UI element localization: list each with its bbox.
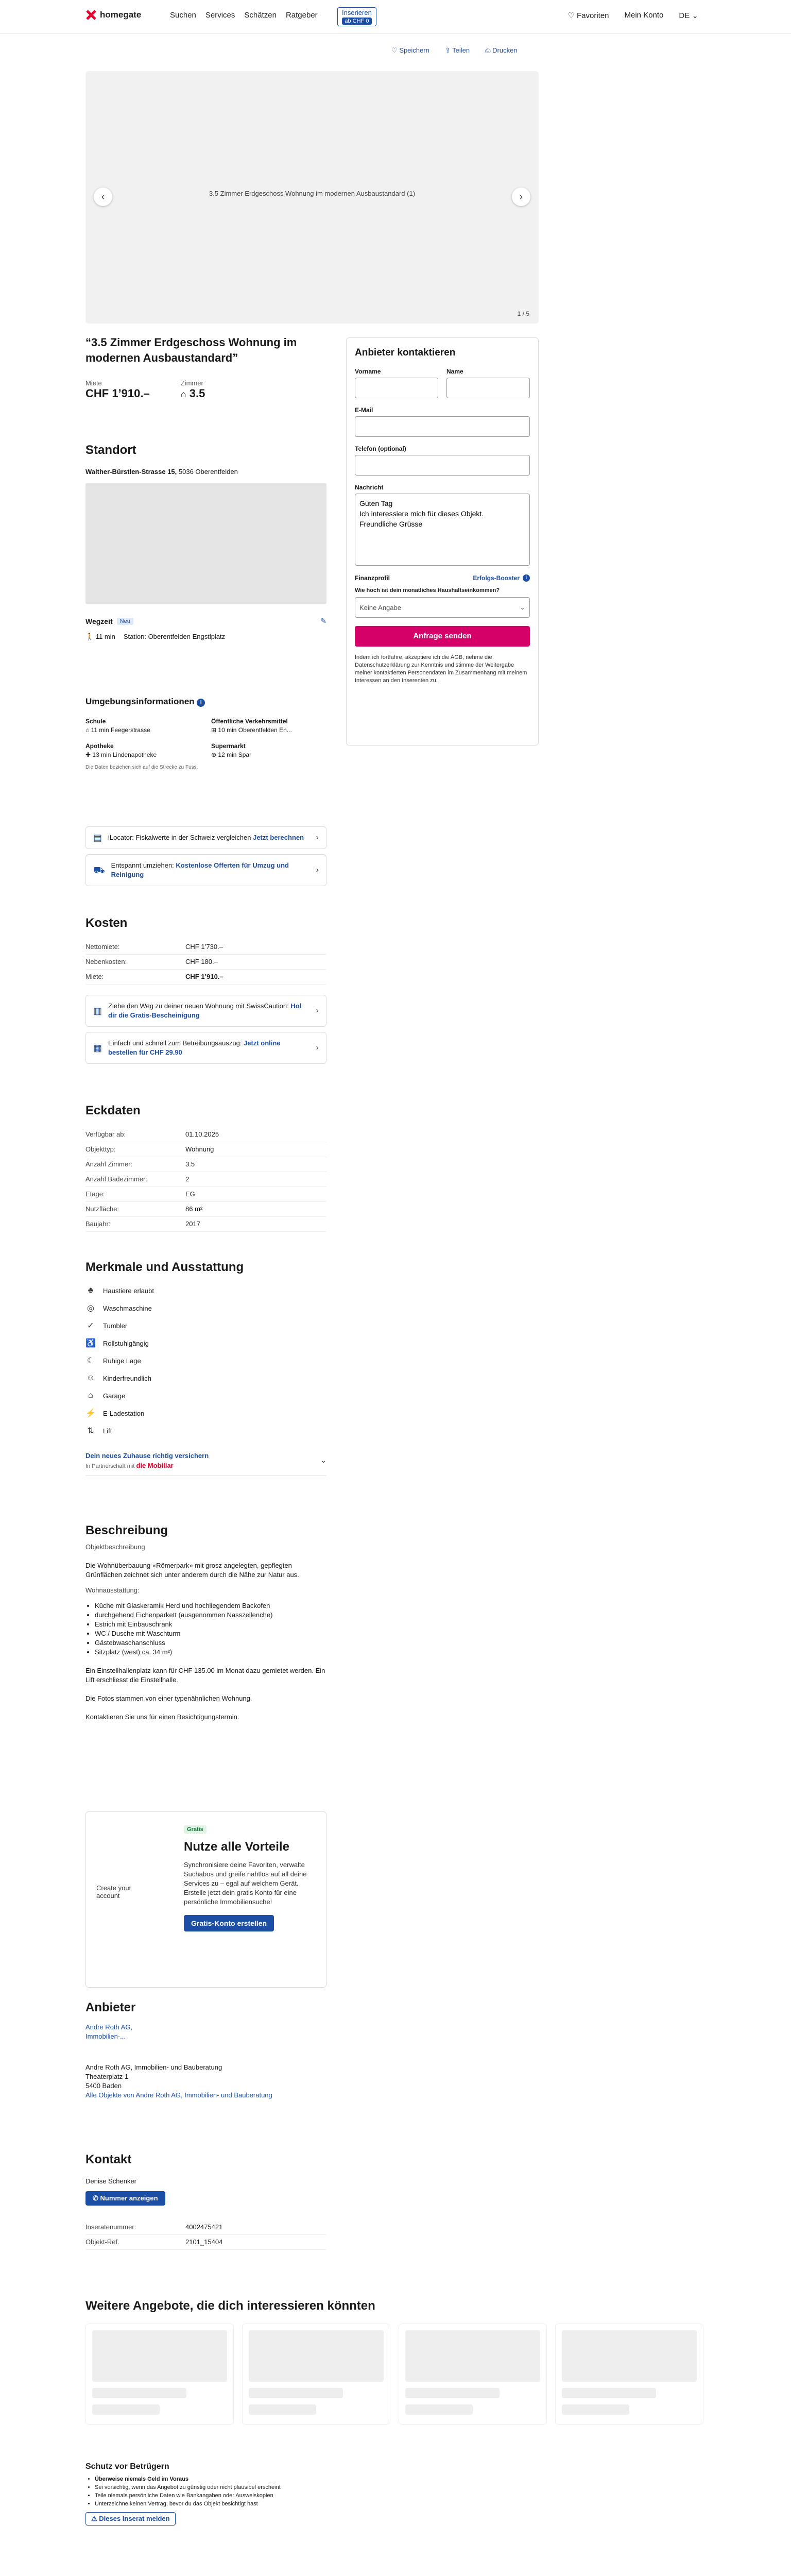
contact-heading: Kontakt	[85, 2153, 132, 2166]
cost-row	[85, 970, 326, 985]
detail-row	[85, 1217, 326, 1232]
detail-key: Baujahr:	[85, 1220, 111, 1228]
rent-label: Miete	[85, 379, 102, 387]
provider-all-listings-link[interactable]: Alle Objekte von Andre Roth AG, Immobilien- und Bauberatung	[85, 2091, 272, 2099]
route-station: Station: Oberentfelden Engstlplatz	[123, 633, 226, 640]
share-icon: ⇪	[444, 46, 451, 54]
income-value: Keine Angabe	[359, 603, 401, 612]
detail-row	[85, 1187, 326, 1202]
feature-item	[85, 1422, 326, 1439]
offer-card-placeholder[interactable]	[85, 2324, 234, 2425]
gallery-image-alt: 3.5 Zimmer Erdgeschoss Wohnung im modernen Ausbaustandard (1)	[209, 190, 416, 197]
fraud-tip: • Teile niemals persönliche Daten wie Bankangaben oder Ausweiskopien	[95, 2492, 353, 2500]
feature-label: Rollstuhlgängig	[103, 1339, 149, 1347]
features-heading: Merkmale und Ausstattung	[85, 1260, 244, 1274]
logo-text: homegate	[100, 10, 142, 20]
ref-row	[85, 2235, 326, 2250]
heart-icon: ♡	[568, 11, 575, 20]
wheelchair-icon: ♿	[85, 1339, 96, 1348]
offer-image-placeholder	[249, 2330, 384, 2382]
provider-street: Theaterplatz 1	[85, 2073, 129, 2080]
create-account-button[interactable]: Gratis-Konto erstellen	[184, 1915, 274, 1931]
surround-school-title: Schule	[85, 718, 106, 725]
description-bullet: • durchgehend Eichenparkett (ausgenommen Nasszellenche)	[95, 1611, 326, 1620]
nav-ratgeber[interactable]: Ratgeber	[285, 11, 318, 20]
paw-icon: ♣	[88, 1286, 94, 1295]
ref-key: Objekt-Ref.	[85, 2238, 119, 2246]
mobiliar-insurance[interactable]	[85, 1452, 326, 1476]
info-icon[interactable]: i	[197, 699, 205, 707]
provider-heading: Anbieter	[85, 2001, 136, 2014]
rent-value: CHF 1’910.–	[85, 387, 150, 400]
detail-value: Wohnung	[185, 1145, 214, 1153]
cost-row	[85, 940, 326, 955]
location-map[interactable]	[85, 483, 326, 604]
provider-name: Andre Roth AG, Immobilien- und Bauberatung	[85, 2063, 222, 2071]
share-button[interactable]	[445, 46, 470, 55]
mobiliar-link: Dein neues Zuhause richtig versichern	[85, 1452, 209, 1460]
walk-icon: 🚶	[85, 633, 94, 640]
save-button[interactable]	[391, 46, 429, 55]
cost-row	[85, 955, 326, 970]
report-label: Dieses Inserat melden	[99, 2515, 170, 2522]
feature-label: Lift	[103, 1427, 112, 1435]
chevron-right-icon: ›	[316, 833, 319, 842]
surround-transit-text: 10 min Oberentfelden En...	[218, 726, 292, 734]
feature-label: Ruhige Lage	[103, 1357, 141, 1365]
fraud-tip: • Überweise niemals Geld im Voraus	[95, 2475, 353, 2483]
surround-pharmacy-text: 13 min Lindenapotheke	[92, 751, 157, 758]
detail-value: 3.5	[185, 1160, 195, 1168]
heart-icon: ♡	[391, 46, 398, 54]
feature-label: E-Ladestation	[103, 1409, 145, 1417]
ref-value: 2101_15404	[185, 2238, 223, 2246]
route-label: Wegzeit	[85, 617, 113, 625]
fraud-tip: • Unterzeichne keinen Vertrag, bevor du das Objekt besichtigt hast	[95, 2500, 353, 2508]
address-street: Walther-Bürstlen-Strasse 15,	[85, 468, 177, 476]
address-city: 5036 Oberentfelden	[178, 468, 238, 476]
surround-market-text: 12 min Spar	[218, 751, 252, 758]
detail-value: EG	[185, 1190, 195, 1198]
offer-text-placeholder	[405, 2388, 500, 2398]
details-heading: Eckdaten	[85, 1104, 141, 1117]
cost-key: Nebenkosten:	[85, 958, 127, 965]
info-icon[interactable]: i	[523, 574, 530, 582]
phone-input[interactable]	[355, 455, 530, 476]
location-heading: Standort	[85, 443, 136, 457]
new-badge: Neu	[117, 618, 133, 625]
phone-label: Telefon (optional)	[355, 445, 406, 452]
charging-icon: ⚡	[85, 1409, 96, 1418]
chevron-right-icon: ›	[519, 191, 523, 202]
detail-value: 2017	[185, 1220, 200, 1228]
description-bullet: • Gästebwaschanschluss	[95, 1638, 326, 1648]
offer-text-placeholder	[92, 2388, 186, 2398]
insert-price-badge: ab CHF 0	[342, 18, 372, 25]
gallery-counter: 1 / 5	[517, 310, 529, 317]
feature-item	[85, 1369, 326, 1387]
school-icon: ⌂	[85, 726, 90, 734]
listing-actions	[391, 46, 518, 55]
fraud-heading: Schutz vor Betrügern	[85, 2462, 169, 2471]
description-bullet: • WC / Dusche mit Waschturm	[95, 1629, 326, 1638]
gallery-prev-button[interactable]	[94, 188, 112, 206]
detail-key: Anzahl Zimmer:	[85, 1160, 133, 1168]
feature-item	[85, 1317, 326, 1334]
description-section	[85, 1523, 326, 1722]
feature-item	[85, 1352, 326, 1369]
chevron-left-icon: ‹	[101, 191, 105, 202]
feature-item	[85, 1299, 326, 1317]
ref-key: Inseratenummer:	[85, 2223, 136, 2231]
report-listing-button[interactable]	[85, 2512, 176, 2526]
listing-summary	[85, 335, 326, 400]
chevron-down-icon: ⌄	[520, 603, 525, 611]
benefits-text: Synchronisiere deine Favoriten, verwalte Suchabos und greife nahtlos auf all deine Services zu – egal auf welchem Gerät. Erstelle jetzt dein gratis Konto für eine persönliche Immobiliensuche!	[184, 1861, 307, 1906]
detail-value: 2	[185, 1175, 190, 1183]
details-section	[85, 1104, 326, 1232]
feature-label: Tumbler	[103, 1321, 128, 1330]
betreibung-card[interactable]	[85, 1032, 326, 1064]
detail-row	[85, 1127, 326, 1142]
offer-text-placeholder	[249, 2404, 316, 2415]
detail-row	[85, 1157, 326, 1172]
offer-card-placeholder[interactable]	[399, 2324, 547, 2425]
more-offers-heading: Weitere Angebote, die dich interessieren könnten	[85, 2299, 375, 2313]
detail-key: Etage:	[85, 1190, 105, 1198]
feature-label: Waschmaschine	[103, 1304, 152, 1312]
swisscaution-card[interactable]	[85, 995, 326, 1027]
favorites-label: Favoriten	[576, 11, 609, 20]
edit-route-icon[interactable]: ✎	[320, 617, 326, 625]
booster-link[interactable]: Erfolgs-Booster	[473, 574, 520, 582]
description-p1: Die Wohnüberbauung «Römerpark» mit grosz angelegten, gepflegten Grünflächen zeichnet sich unter anderem durch die Nähe zur Natur aus.	[85, 1562, 299, 1579]
promo-cards	[85, 826, 326, 886]
detail-row	[85, 1202, 326, 1217]
washing-machine-icon: ◎	[87, 1304, 94, 1313]
listing-title: “3.5 Zimmer Erdgeschoss Wohnung im modernen Ausbaustandard”	[85, 336, 297, 364]
show-number-button[interactable]	[85, 2191, 165, 2206]
header-right	[568, 11, 698, 20]
fraud-tip: • Sei vorsichtig, wenn das Angebot zu günstig oder nicht plausibel erscheint	[95, 2483, 353, 2492]
ilocator-card[interactable]	[85, 826, 326, 849]
nav-suchen[interactable]: Suchen	[170, 11, 196, 20]
description-bullet: • Küche mit Glaskeramik Herd und hochliegendem Backofen	[95, 1601, 326, 1611]
contact-info-section	[85, 2153, 326, 2250]
message-label: Nachricht	[355, 484, 384, 491]
fraud-section	[85, 2463, 353, 2526]
detail-row	[85, 1172, 326, 1187]
feature-item	[85, 1282, 326, 1299]
feature-label: Haustiere erlaubt	[103, 1286, 154, 1295]
document-icon: ▥	[93, 1006, 102, 1016]
chevron-right-icon: ›	[316, 1006, 319, 1015]
ilocator-link[interactable]: Jetzt berechnen	[253, 834, 304, 841]
account-image-alt: Create your account	[96, 1884, 131, 1900]
finance-profile-label: Finanzprofil	[355, 574, 390, 582]
homegate-logo[interactable]	[85, 9, 141, 21]
quiet-icon: ☾	[87, 1357, 95, 1365]
offer-image-placeholder	[562, 2330, 697, 2382]
description-p3: Die Fotos stammen von einer typenähnlichen Wohnung.	[85, 1694, 252, 1702]
lastname-label: Name	[446, 368, 463, 375]
house-icon: ⌂	[180, 389, 186, 399]
swisscaution-text: Ziehe den Weg zu deiner neuen Wohnung mit SwissCaution:	[108, 1002, 291, 1010]
feature-item	[85, 1404, 326, 1422]
child-icon: ☺	[86, 1374, 95, 1382]
income-question: Wie hoch ist dein monatliches Haushaltseinkommen?	[355, 587, 500, 594]
chevron-right-icon: ›	[316, 866, 319, 874]
detail-key: Verfügbar ab:	[85, 1130, 126, 1138]
moving-card[interactable]	[85, 854, 326, 886]
nav-services[interactable]: Services	[205, 11, 235, 20]
provider-city: 5400 Baden	[85, 2082, 122, 2090]
provider-logo[interactable]: Andre Roth AG, Immobilien-...	[85, 2023, 133, 2040]
detail-key: Anzahl Badezimmer:	[85, 1175, 147, 1183]
firstname-input[interactable]	[355, 378, 438, 398]
cost-key: Miete:	[85, 973, 104, 980]
main-nav	[170, 11, 318, 20]
offer-text-placeholder	[562, 2404, 629, 2415]
description-equip-label: Wohnausstattung:	[85, 1586, 140, 1594]
legal-text: Indem ich fortfahre, akzeptiere ich die AGB, nehme die Datenschutzerklärung zur Kenntnis und stimme der Weitergabe meiner kontaktierten Personendaten im Zusammenhang mit meinem Interessen an den Inserenten zu.	[355, 654, 527, 684]
offer-text-placeholder	[249, 2388, 343, 2398]
costs-heading: Kosten	[85, 916, 128, 930]
cost-key: Nettomiete:	[85, 943, 120, 951]
insert-button[interactable]	[337, 7, 376, 26]
gallery-next-button[interactable]	[512, 188, 530, 206]
gratis-badge: Gratis	[184, 1825, 207, 1834]
firstname-label: Vorname	[355, 368, 381, 375]
feature-item	[85, 1334, 326, 1352]
warning-icon: ⚠	[91, 2515, 97, 2522]
feature-item	[85, 1387, 326, 1404]
contact-form-heading: Anbieter kontaktieren	[355, 347, 456, 358]
show-number-label: Nummer anzeigen	[100, 2194, 158, 2202]
favorites-link[interactable]	[568, 11, 609, 20]
account-link[interactable]: Mein Konto	[624, 11, 664, 20]
location-section	[85, 443, 326, 641]
swisscaution-link[interactable]: Hol dir die Gratis-Bescheinigung	[108, 1002, 302, 1019]
surround-market-title: Supermarkt	[211, 742, 246, 750]
detail-value: 86 m²	[185, 1205, 203, 1213]
rooms-value: 3.5	[189, 387, 205, 400]
detail-row	[85, 1142, 326, 1157]
route-minutes: 11 min	[95, 633, 115, 640]
dryer-icon: ✓	[87, 1321, 94, 1330]
benefits-card	[85, 1811, 326, 1988]
offer-text-placeholder	[405, 2404, 473, 2415]
detail-key: Nutzfläche:	[85, 1205, 119, 1213]
contact-form	[346, 337, 539, 745]
offer-image-placeholder	[92, 2330, 227, 2382]
truck-icon: ⛟	[93, 865, 105, 875]
description-bullet: • Estrich mit Einbauschrank	[95, 1620, 326, 1629]
offer-card-placeholder[interactable]	[555, 2324, 703, 2425]
certificate-icon: ▦	[93, 1043, 102, 1053]
offer-image-placeholder	[405, 2330, 540, 2382]
print-icon: ⎙	[485, 46, 491, 54]
benefits-title: Nutze alle Vorteile	[184, 1840, 289, 1854]
offer-text-placeholder	[562, 2388, 656, 2398]
chevron-right-icon: ›	[316, 1043, 319, 1052]
phone-icon: ✆	[93, 2194, 98, 2202]
cost-value: CHF 1’910.–	[185, 973, 223, 980]
logo-mark-icon	[85, 9, 97, 21]
transit-icon: ⊞	[211, 726, 217, 734]
email-input[interactable]	[355, 416, 530, 437]
chevron-down-icon: ⌄	[320, 1456, 326, 1464]
provider-section	[85, 2003, 326, 2100]
submit-request-button[interactable]: Anfrage senden	[355, 626, 530, 647]
share-label: Teilen	[452, 46, 470, 54]
costs-section	[85, 916, 326, 1064]
mobiliar-brand: die Mobiliar	[136, 1462, 174, 1469]
image-gallery[interactable]	[85, 71, 539, 324]
message-textarea[interactable]	[355, 494, 530, 566]
pharmacy-icon: ✚	[85, 751, 91, 758]
moving-text: Entspannt umziehen:	[111, 861, 176, 869]
contact-person: Denise Schenker	[85, 2177, 136, 2185]
description-p2: Ein Einstellhallenplatz kann für CHF 135.00 im Monat dazu gemietet werden. Ein Lift erschliesst die Einstellhalle.	[85, 1667, 325, 1684]
top-header	[0, 0, 791, 34]
description-p4: Kontaktieren Sie uns für einen Besichtigungstermin.	[85, 1713, 239, 1721]
feature-label: Kinderfreundlich	[103, 1374, 151, 1382]
description-sub: Objektbeschreibung	[85, 1543, 145, 1551]
offer-text-placeholder	[92, 2404, 160, 2415]
betreibung-link[interactable]: Jetzt online bestellen für CHF 29.90	[108, 1039, 281, 1056]
nav-schaetzen[interactable]: Schätzen	[244, 11, 277, 20]
details-table	[85, 1127, 326, 1232]
map-icon: ▤	[93, 833, 102, 843]
ilocator-text: iLocator: Fiskalwerte in der Schweiz vergleichen	[108, 834, 253, 841]
language-selector[interactable]	[679, 11, 698, 20]
mobiliar-sub: In Partnerschaft mit	[85, 1463, 135, 1469]
betreibung-text: Einfach und schnell zum Betreibungsauszug:	[108, 1039, 244, 1047]
cost-value: CHF 1’730.–	[185, 943, 223, 951]
surround-school-text: 11 min Feegerstrasse	[91, 726, 150, 734]
detail-key: Objekttyp:	[85, 1145, 116, 1153]
insert-label: Inserieren	[342, 9, 372, 16]
print-button[interactable]	[485, 46, 517, 55]
description-bullet: • Sitzplatz (west) ca. 34 m²)	[95, 1648, 326, 1657]
surround-pharmacy-title: Apotheke	[85, 742, 114, 750]
cart-icon: ⊕	[211, 751, 217, 758]
surround-transit-title: Öffentliche Verkehrsmittel	[211, 718, 288, 725]
save-label: Speichern	[399, 46, 429, 54]
elevator-icon: ⇅	[87, 1427, 94, 1435]
email-label: E-Mail	[355, 406, 373, 414]
moving-link[interactable]: Kostenlose Offerten für Umzug und Reinigung	[111, 861, 289, 878]
surroundings-note: Die Daten beziehen sich auf die Strecke zu Fuss.	[85, 765, 198, 770]
garage-icon: ⌂	[88, 1391, 93, 1400]
language-label: DE	[679, 11, 690, 20]
print-label: Drucken	[492, 46, 518, 54]
ref-row	[85, 2220, 326, 2235]
surroundings-heading: Umgebungsinformationen	[85, 697, 195, 706]
lastname-input[interactable]	[446, 378, 530, 398]
surroundings-section	[85, 697, 326, 770]
detail-value: 01.10.2025	[185, 1130, 219, 1138]
features-section	[85, 1260, 326, 1476]
ref-value: 4002475421	[185, 2223, 223, 2231]
rooms-label: Zimmer	[180, 379, 203, 387]
income-select[interactable]	[355, 597, 530, 618]
feature-label: Garage	[103, 1392, 126, 1400]
chevron-down-icon: ⌄	[692, 11, 698, 20]
cost-value: CHF 180.–	[185, 958, 218, 965]
offer-card-placeholder[interactable]	[242, 2324, 390, 2425]
description-heading: Beschreibung	[85, 1523, 168, 1537]
